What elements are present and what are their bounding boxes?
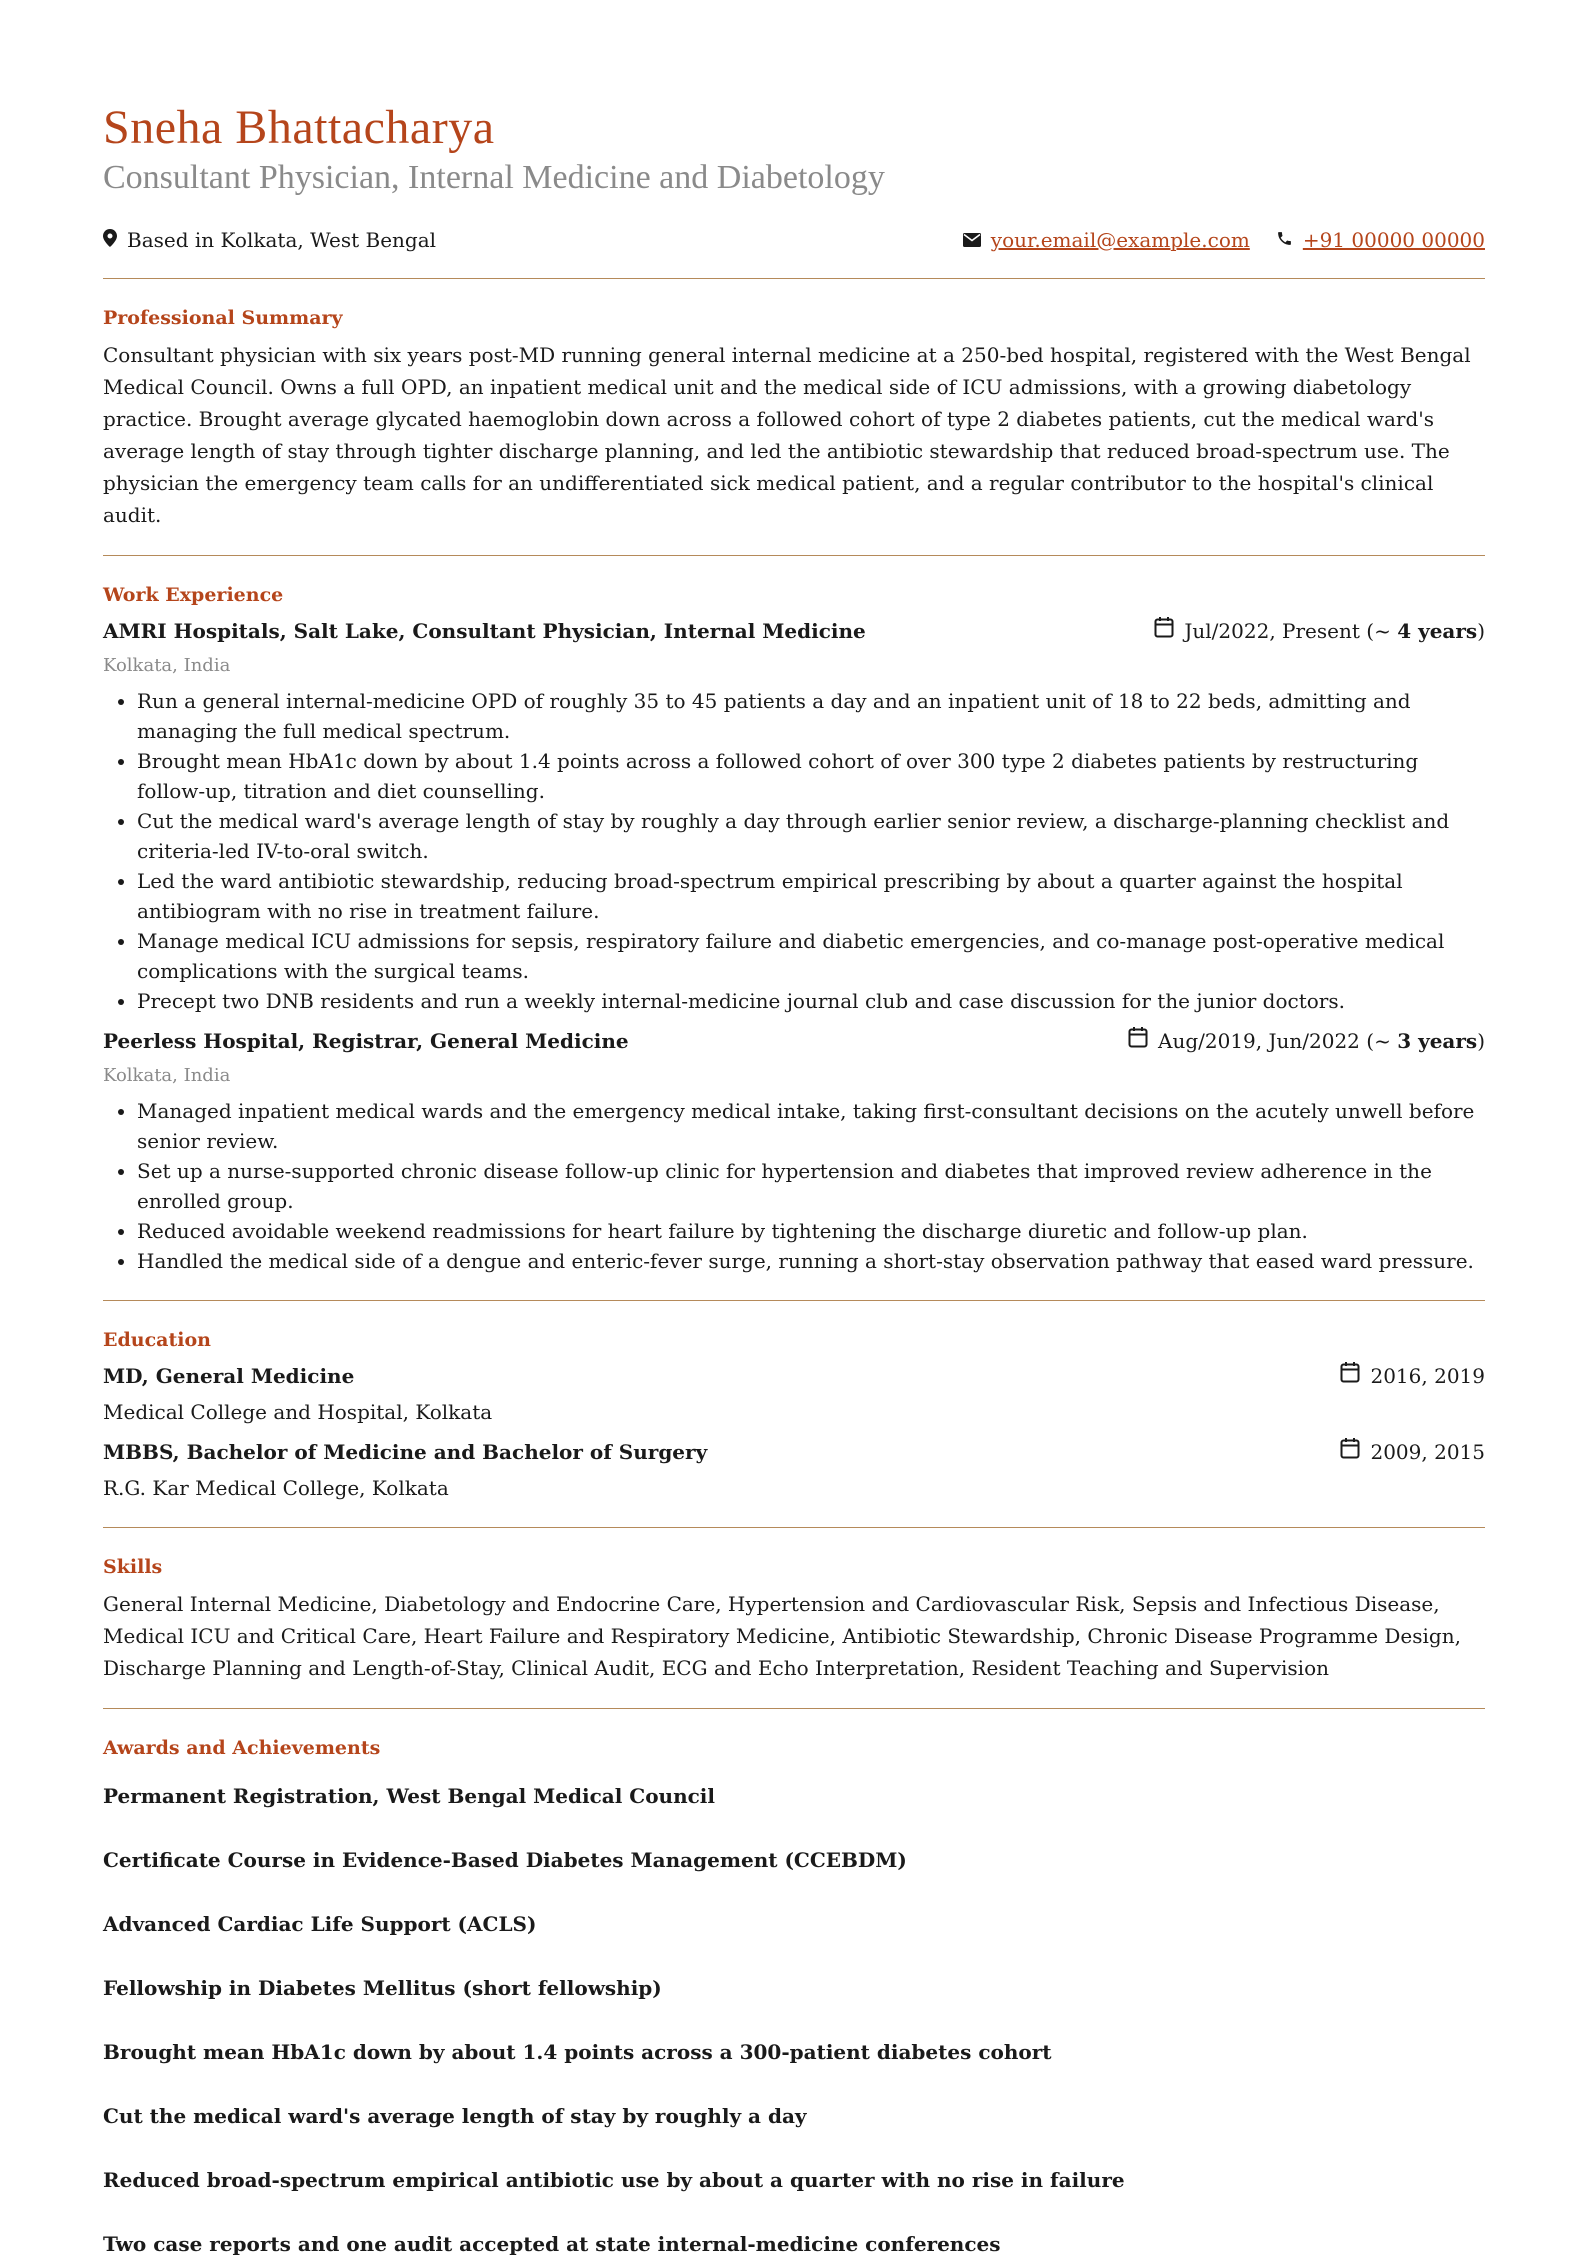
phone-link[interactable]: +91 00000 00000 xyxy=(1302,228,1485,252)
job-role: Consultant Physician, Internal Medicine xyxy=(412,619,866,643)
candidate-name: Sneha Bhattacharya xyxy=(103,101,495,154)
list-item: • Brought mean HbA1c down by about 1.4 points across a followed cohort of over 300 type 2 diabetes patients by restructuring follow-up, titration and diet counselling. xyxy=(137,746,1485,806)
education-entry xyxy=(103,1361,1485,1427)
award-item: Fellowship in Diabetes Mellitus (short fellowship) xyxy=(103,1976,662,2000)
job-entry xyxy=(103,616,1485,1016)
education-section xyxy=(103,1301,1485,1503)
job-location: Kolkata, India xyxy=(103,1065,231,1086)
list-item: • Led the ward antibiotic stewardship, reducing broad-spectrum empirical prescribing by about a quarter against the hospital antibiogram with no rise in treatment failure. xyxy=(137,866,1485,926)
location-item xyxy=(103,226,436,254)
date-range: 2009, 2015 xyxy=(1370,1440,1485,1464)
phone-icon xyxy=(1276,226,1293,254)
list-item: • Manage medical ICU admissions for sepsis, respiratory failure and diabetic emergencies, and co-manage post-operative medical complications with the surgical teams. xyxy=(137,926,1485,986)
award-item: Brought mean HbA1c down by about 1.4 points across a 300-patient diabetes cohort xyxy=(103,2040,1052,2064)
job-location: Kolkata, India xyxy=(103,655,231,676)
job-dates: Aug/2019, Jun/2022 (~ 3 years ) xyxy=(1128,1026,1485,1056)
award-item: Two case reports and one audit accepted at state internal-medicine conferences xyxy=(103,2232,1001,2256)
awards-list xyxy=(103,1781,1485,2259)
experience-section xyxy=(103,556,1485,1276)
envelope-icon xyxy=(963,226,981,254)
education-entry xyxy=(103,1437,1485,1503)
section-title: Work Experience xyxy=(103,584,284,606)
employer-name: AMRI Hospitals, Salt Lake xyxy=(103,619,399,643)
candidate-headline: Consultant Physician, Internal Medicine and Diabetology xyxy=(103,159,885,196)
date-range: 2016, 2019 xyxy=(1370,1364,1485,1388)
degree-name: MBBS, Bachelor of Medicine and Bachelor of Surgery xyxy=(103,1440,708,1464)
award-item: Advanced Cardiac Life Support (ACLS) xyxy=(103,1912,537,1936)
job-bullets xyxy=(103,1096,1485,1276)
list-item: • Precept two DNB residents and run a weekly internal-medicine journal club and case discussion for the junior doctors. xyxy=(137,986,1485,1016)
list-item: • Reduced avoidable weekend readmissions for heart failure by tightening the discharge diuretic and follow-up plan. xyxy=(137,1216,1485,1246)
map-pin-icon xyxy=(103,226,117,254)
skills-text: General Internal Medicine, Diabetology and Endocrine Care, Hypertension and Cardiovascular Risk, Sepsis and Infectious Disease, Medical ICU and Critical Care, Heart Failure and Respiratory Medicine, Antibiotic Stewardship, Chronic Disease Programme Design, Discharge Planning and Length-of-Stay, Clinical Audit, ECG and Echo Interpretation, Resident Teaching and Supervision xyxy=(103,1592,1461,1680)
job-entry xyxy=(103,1026,1485,1276)
list-item: • Handled the medical side of a dengue and enteric-fever surge, running a short-stay observation pathway that eased ward pressure. xyxy=(137,1246,1485,1276)
date-range: Aug/2019, Jun/2022 xyxy=(1158,1029,1360,1053)
email-link[interactable]: your.email@example.com xyxy=(990,228,1250,252)
job-role: Registrar, General Medicine xyxy=(312,1029,629,1053)
list-item: • Run a general internal-medicine OPD of roughly 35 to 45 patients a day and an inpatient unit of 18 to 22 beds, admitting and managing the full medical spectrum. xyxy=(137,686,1485,746)
duration: 4 years xyxy=(1397,619,1478,643)
job-dates: Jul/2022, Present (~ 4 years ) xyxy=(1154,616,1485,646)
summary-text: Consultant physician with six years post-MD running general internal medicine at a 250-bed hospital, registered with the West Bengal Medical Council. Owns a full OPD, an inpatient medical unit and the medical side of ICU admissions, with a growing diabetology practice. Brought average glycated haemoglobin down across a followed cohort of type 2 diabetes patients, cut the medical ward's average length of stay through tighter discharge planning, and led the antibiotic stewardship that reduced broad-spectrum use. The physician the emergency team calls for an undifferentiated sick medical patient, and a regular contributor to the hospital's clinical audit. xyxy=(103,343,1471,527)
award-item: Reduced broad-spectrum empirical antibiotic use by about a quarter with no rise in failure xyxy=(103,2168,1125,2192)
employer-name: Peerless Hospital xyxy=(103,1029,299,1053)
calendar-icon xyxy=(1154,616,1174,646)
job-bullets xyxy=(103,686,1485,1016)
phone-item[interactable] xyxy=(1276,226,1485,254)
section-title: Professional Summary xyxy=(103,307,343,329)
calendar-icon xyxy=(1128,1026,1148,1056)
institution-name: R.G. Kar Medical College, Kolkata xyxy=(103,1476,449,1500)
education-dates xyxy=(1340,1437,1485,1467)
contact-row xyxy=(103,226,1485,254)
section-title: Awards and Achievements xyxy=(103,1737,381,1759)
award-item: Cut the medical ward's average length of stay by roughly a day xyxy=(103,2104,807,2128)
award-item: Permanent Registration, West Bengal Medical Council xyxy=(103,1784,716,1808)
location-text: Based in Kolkata, West Bengal xyxy=(127,228,437,252)
section-title: Education xyxy=(103,1329,211,1351)
calendar-icon xyxy=(1340,1437,1360,1467)
summary-section xyxy=(103,279,1485,531)
section-title: Skills xyxy=(103,1556,163,1578)
list-item: • Cut the medical ward's average length of stay by roughly a day through earlier senior review, a discharge-planning checklist and criteria-led IV-to-oral switch. xyxy=(137,806,1485,866)
institution-name: Medical College and Hospital, Kolkata xyxy=(103,1400,493,1424)
job-title: Peerless Hospital, Registrar, General Medicine xyxy=(103,1029,629,1053)
education-dates xyxy=(1340,1361,1485,1391)
degree-name: MD, General Medicine xyxy=(103,1364,355,1388)
awards-section xyxy=(103,1709,1485,2259)
job-title: AMRI Hospitals, Salt Lake, Consultant Physician, Internal Medicine xyxy=(103,619,866,643)
email-item[interactable] xyxy=(963,226,1250,254)
skills-section xyxy=(103,1528,1485,1684)
list-item: • Managed inpatient medical wards and the emergency medical intake, taking first-consultant decisions on the acutely unwell before senior review. xyxy=(137,1096,1485,1156)
list-item: • Set up a nurse-supported chronic disease follow-up clinic for hypertension and diabetes that improved review adherence in the enrolled group. xyxy=(137,1156,1485,1216)
date-range: Jul/2022, Present xyxy=(1184,619,1360,643)
calendar-icon xyxy=(1340,1361,1360,1391)
award-item: Certificate Course in Evidence-Based Diabetes Management (CCEBDM) xyxy=(103,1848,907,1872)
duration: 3 years xyxy=(1397,1029,1478,1053)
